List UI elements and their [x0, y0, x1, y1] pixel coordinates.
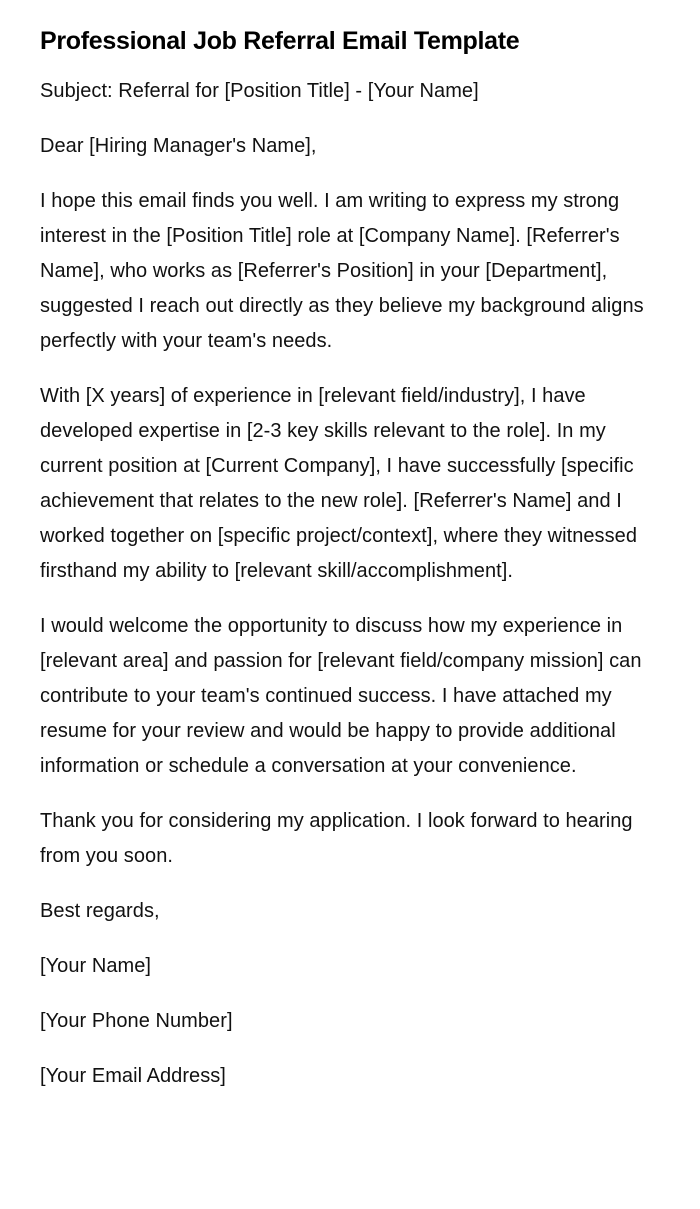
- email-body-paragraph-intro: I hope this email finds you well. I am writing to express my strong interest in the [Position Title] role at [Company Name]. [Referrer's Name], who works as [Referrer's Position] in your [Department], suggested I reach out directly as they believe my background aligns perfectly with your team's needs.: [40, 190, 644, 352]
- page-title: Professional Job Referral Email Template: [40, 27, 520, 55]
- signature-name: [Your Name]: [40, 955, 151, 977]
- email-subject-line: Subject: Referral for [Position Title] - [Your Name]: [40, 80, 479, 102]
- email-template-document: [40, 24, 650, 1114]
- email-body-paragraph-experience: With [X years] of experience in [relevant field/industry], I have developed expertise in [2-3 key skills relevant to the role]. In my current position at [Current Company], I have successfully [specific achievement that relates to the new role]. [Referrer's Name] and I worked together on [specific project/context], where they witnessed firsthand my ability to [relevant skill/accomplishment].: [40, 385, 637, 582]
- email-body-paragraph-thanks: Thank you for considering my application. I look forward to hearing from you soon.: [40, 810, 633, 867]
- email-body-paragraph-request: I would welcome the opportunity to discuss how my experience in [relevant area] and passion for [relevant field/company mission] can contribute to your team's continued success. I have attached my resume for your review and would be happy to provide additional information or schedule a conversation at your convenience.: [40, 615, 642, 777]
- email-closing: Best regards,: [40, 900, 160, 922]
- signature-email: [Your Email Address]: [40, 1065, 226, 1087]
- signature-phone: [Your Phone Number]: [40, 1010, 233, 1032]
- email-greeting: Dear [Hiring Manager's Name],: [40, 135, 317, 157]
